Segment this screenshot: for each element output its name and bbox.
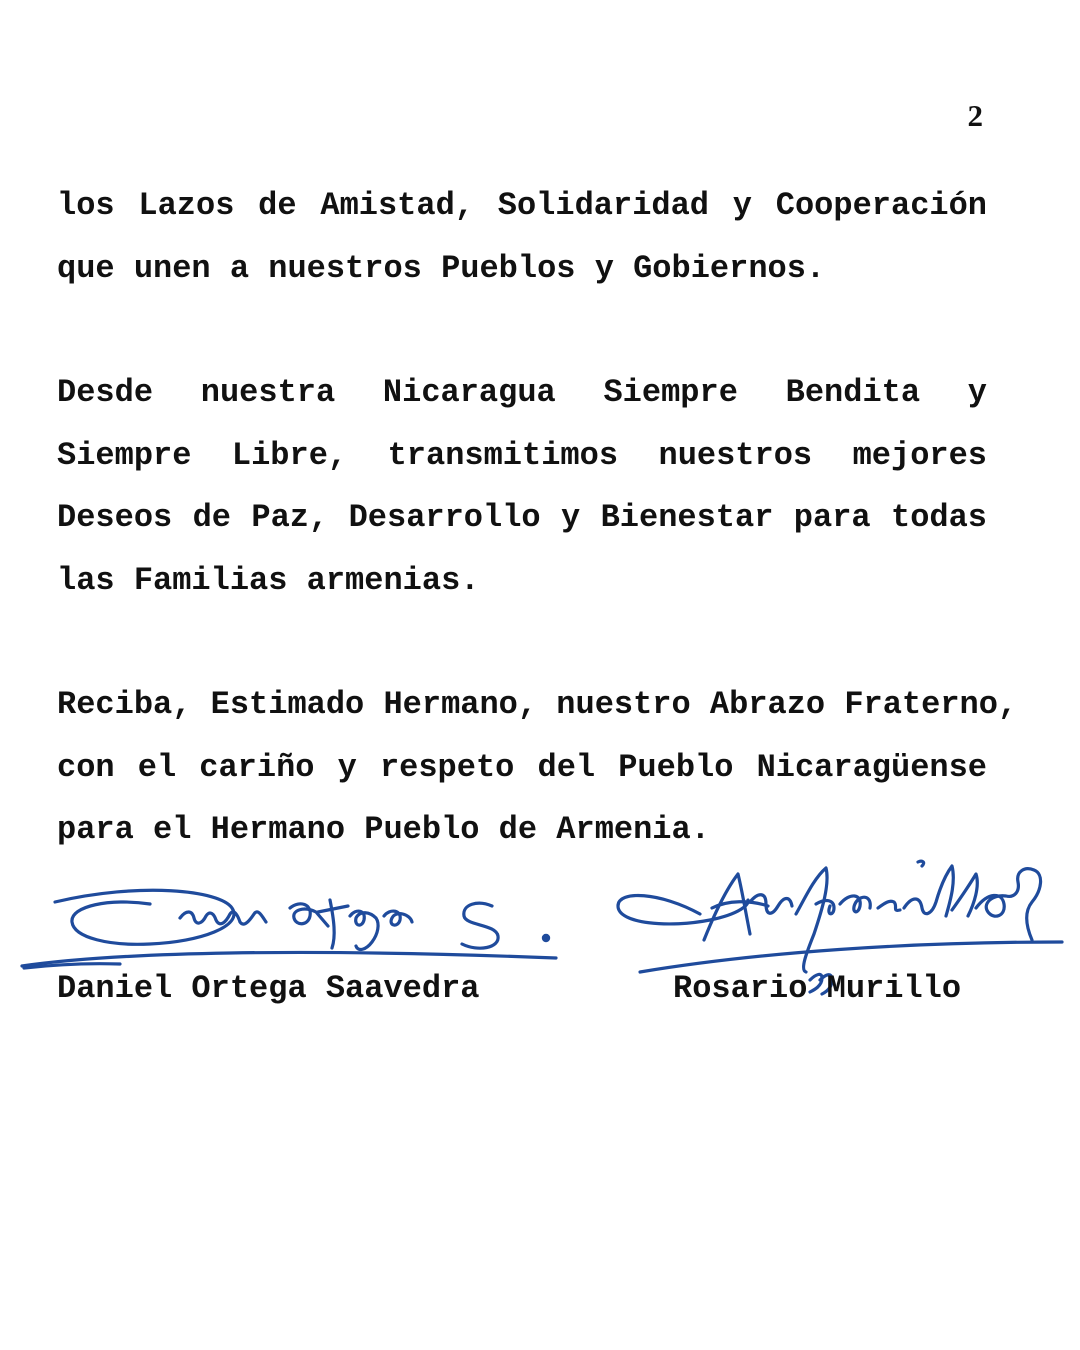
paragraph-friendship — [57, 186, 987, 311]
page-number: 2 — [967, 98, 983, 133]
text-line: que unen a nuestros Pueblos y Gobiernos. — [57, 249, 826, 287]
paragraph-wishes — [57, 373, 987, 623]
text-line: Desde nuestra Nicaragua Siempre Bendita y — [57, 374, 987, 411]
text-line: Siempre Libre, transmitimos nuestros mejores — [57, 436, 987, 474]
signer-name-left: Daniel Ortega Saavedra — [57, 970, 480, 1007]
text-line: Reciba, Estimado Hermano, nuestro Abrazo Fraterno, — [57, 686, 1018, 723]
signer-name-right: Rosario Murillo — [673, 970, 962, 1007]
text-line: con el cariño y respeto del Pueblo Nicaragüense — [57, 748, 987, 786]
text-line: las Familias armenias. — [57, 561, 480, 599]
text-line: Deseos de Paz, Desarrollo y Bienestar para todas — [57, 499, 987, 536]
signature-left — [0, 860, 580, 980]
text-line: para el Hermano Pueblo de Armenia. — [57, 811, 710, 848]
text-line: los Lazos de Amistad, Solidaridad y Cooperación — [57, 187, 987, 224]
